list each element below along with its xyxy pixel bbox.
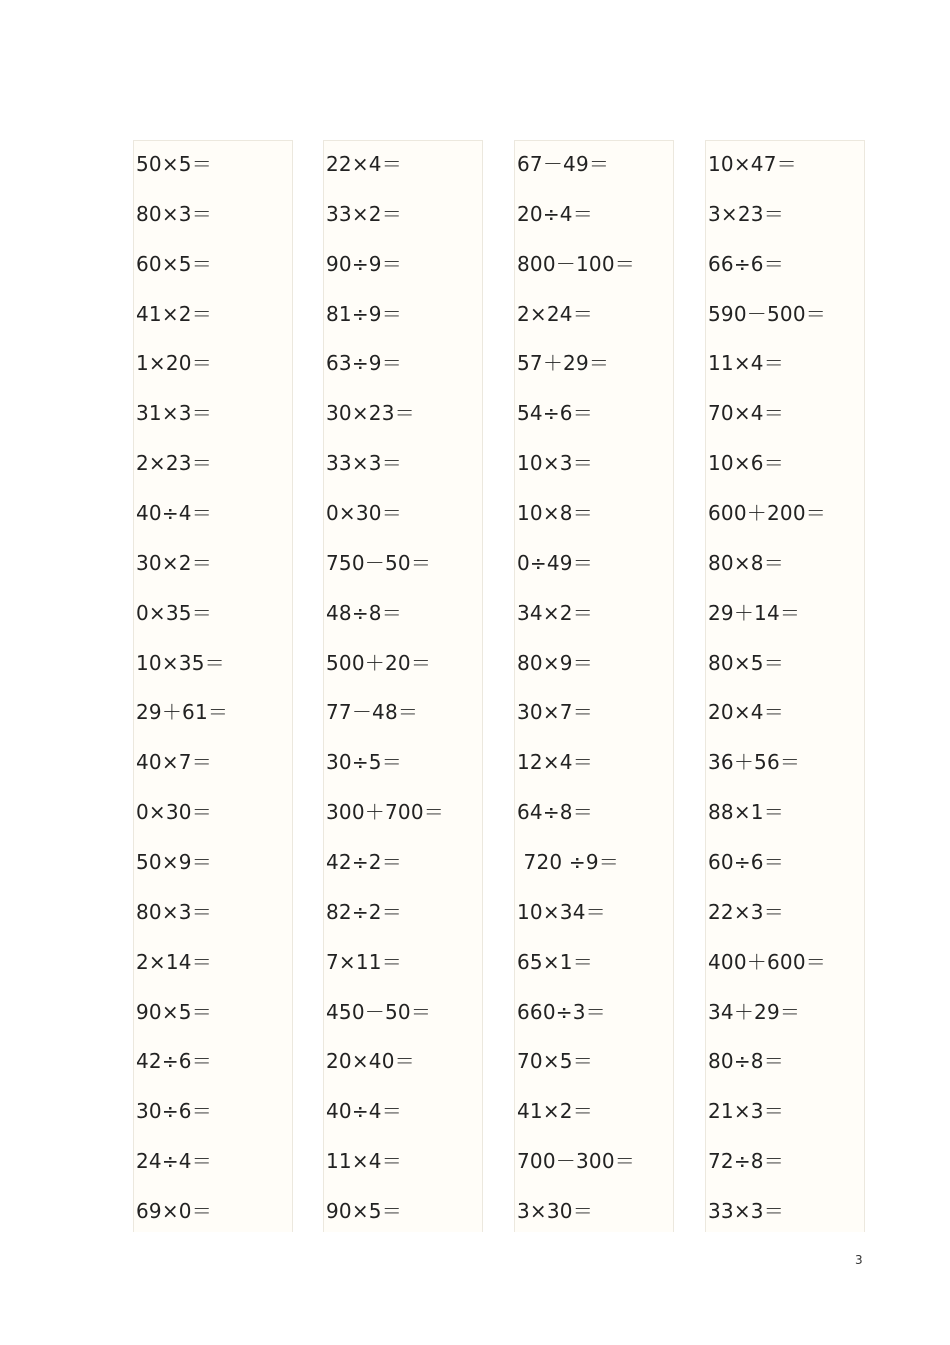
math-problem: 80÷8＝ xyxy=(708,1049,784,1074)
math-problem: 54÷6＝ xyxy=(517,401,593,426)
math-problem: 90×5＝ xyxy=(326,1199,402,1224)
math-problem: 65×1＝ xyxy=(517,949,593,974)
math-problem: 64÷8＝ xyxy=(517,800,593,825)
problem-list xyxy=(326,150,482,1247)
math-problem: 31×3＝ xyxy=(136,401,212,426)
problem-column-2 xyxy=(323,140,483,1232)
math-problem: 66÷6＝ xyxy=(708,251,784,276)
math-problem: 21×3＝ xyxy=(708,1099,784,1124)
math-problem: 90×5＝ xyxy=(136,999,212,1024)
math-problem: 77－48＝ xyxy=(326,700,419,725)
math-problem: 40÷4＝ xyxy=(326,1099,402,1124)
math-problem: 590－500＝ xyxy=(708,301,826,326)
problem-list xyxy=(136,150,292,1247)
math-problem: 2×14＝ xyxy=(136,949,212,974)
math-problem: 80×8＝ xyxy=(708,550,784,575)
math-problem: 80×3＝ xyxy=(136,201,212,226)
math-problem: 33×2＝ xyxy=(326,201,402,226)
math-problem: 500＋20＝ xyxy=(326,650,432,675)
math-problem: 63÷9＝ xyxy=(326,351,402,376)
math-problem: 20÷4＝ xyxy=(517,201,593,226)
math-problem: 750－50＝ xyxy=(326,550,432,575)
math-problem: 34×2＝ xyxy=(517,600,593,625)
math-problem: 33×3＝ xyxy=(326,451,402,476)
math-problem: 41×2＝ xyxy=(517,1099,593,1124)
math-problem: 80×9＝ xyxy=(517,650,593,675)
math-problem: 10×35＝ xyxy=(136,650,225,675)
math-problem: 2×24＝ xyxy=(517,301,593,326)
math-problem: 82÷2＝ xyxy=(326,899,402,924)
math-problem: 10×3＝ xyxy=(517,451,593,476)
problem-column-1 xyxy=(133,140,293,1232)
math-problem: 88×1＝ xyxy=(708,800,784,825)
math-problem: 50×9＝ xyxy=(136,850,212,875)
math-problem: 80×5＝ xyxy=(708,650,784,675)
math-problem: 3×30＝ xyxy=(517,1199,593,1224)
math-problem: 400＋600＝ xyxy=(708,949,826,974)
math-problem: 67－49＝ xyxy=(517,152,610,176)
math-problem: 7×11＝ xyxy=(326,949,402,974)
math-problem: 34＋29＝ xyxy=(708,999,801,1024)
math-problem: 0×30＝ xyxy=(326,501,402,526)
math-problem: 0×30＝ xyxy=(136,800,212,825)
math-problem: 0÷49＝ xyxy=(517,550,593,575)
math-problem: 48÷8＝ xyxy=(326,600,402,625)
math-problem: 57＋29＝ xyxy=(517,351,610,376)
math-problem: 70×5＝ xyxy=(517,1049,593,1074)
math-problem: 10×8＝ xyxy=(517,501,593,526)
math-problem: 700－300＝ xyxy=(517,1149,635,1174)
math-problem: 2×23＝ xyxy=(136,451,212,476)
problem-list xyxy=(517,150,673,1247)
math-problem: 40÷4＝ xyxy=(136,501,212,526)
math-problem: 1×20＝ xyxy=(136,351,212,376)
math-problem: 30×7＝ xyxy=(517,700,593,725)
math-problem: 72÷8＝ xyxy=(708,1149,784,1174)
math-problem: 11×4＝ xyxy=(326,1149,402,1174)
math-problem: 60÷6＝ xyxy=(708,850,784,875)
math-problem: 70×4＝ xyxy=(708,401,784,426)
math-problem: 720 ÷9＝ xyxy=(517,850,619,875)
math-problem: 0×35＝ xyxy=(136,600,212,625)
math-problem: 40×7＝ xyxy=(136,750,212,775)
page-number: 3 xyxy=(855,1253,863,1267)
math-problem: 24÷4＝ xyxy=(136,1149,212,1174)
math-problem: 22×3＝ xyxy=(708,899,784,924)
math-problem: 30×23＝ xyxy=(326,401,415,426)
math-problem: 41×2＝ xyxy=(136,301,212,326)
math-problem: 10×34＝ xyxy=(517,899,606,924)
math-problem: 30÷5＝ xyxy=(326,750,402,775)
math-problem: 29＋61＝ xyxy=(136,700,229,725)
math-problem: 81÷9＝ xyxy=(326,301,402,326)
math-problem: 20×40＝ xyxy=(326,1049,415,1074)
math-problem: 20×4＝ xyxy=(708,700,784,725)
math-problem: 30÷6＝ xyxy=(136,1099,212,1124)
math-problem: 90÷9＝ xyxy=(326,251,402,276)
problem-column-4 xyxy=(705,140,865,1232)
math-problem: 22×4＝ xyxy=(326,152,402,176)
math-problem: 42÷6＝ xyxy=(136,1049,212,1074)
math-problem: 600＋200＝ xyxy=(708,501,826,526)
math-problem: 450－50＝ xyxy=(326,999,432,1024)
math-problem: 80×3＝ xyxy=(136,899,212,924)
math-problem: 300＋700＝ xyxy=(326,800,444,825)
math-problem: 10×47＝ xyxy=(708,152,797,176)
math-problem: 42÷2＝ xyxy=(326,850,402,875)
problem-list xyxy=(708,150,864,1247)
math-problem: 660÷3＝ xyxy=(517,999,606,1024)
math-problem: 10×6＝ xyxy=(708,451,784,476)
problem-column-3 xyxy=(514,140,674,1232)
math-problem: 36＋56＝ xyxy=(708,750,801,775)
math-problem: 29＋14＝ xyxy=(708,600,801,625)
math-problem: 3×23＝ xyxy=(708,201,784,226)
math-problem: 33×3＝ xyxy=(708,1199,784,1224)
math-problem: 800－100＝ xyxy=(517,251,635,276)
math-problem: 30×2＝ xyxy=(136,550,212,575)
math-problem: 60×5＝ xyxy=(136,251,212,276)
math-problem: 69×0＝ xyxy=(136,1199,212,1224)
math-problem: 11×4＝ xyxy=(708,351,784,376)
math-problem: 12×4＝ xyxy=(517,750,593,775)
math-problem: 50×5＝ xyxy=(136,152,212,176)
